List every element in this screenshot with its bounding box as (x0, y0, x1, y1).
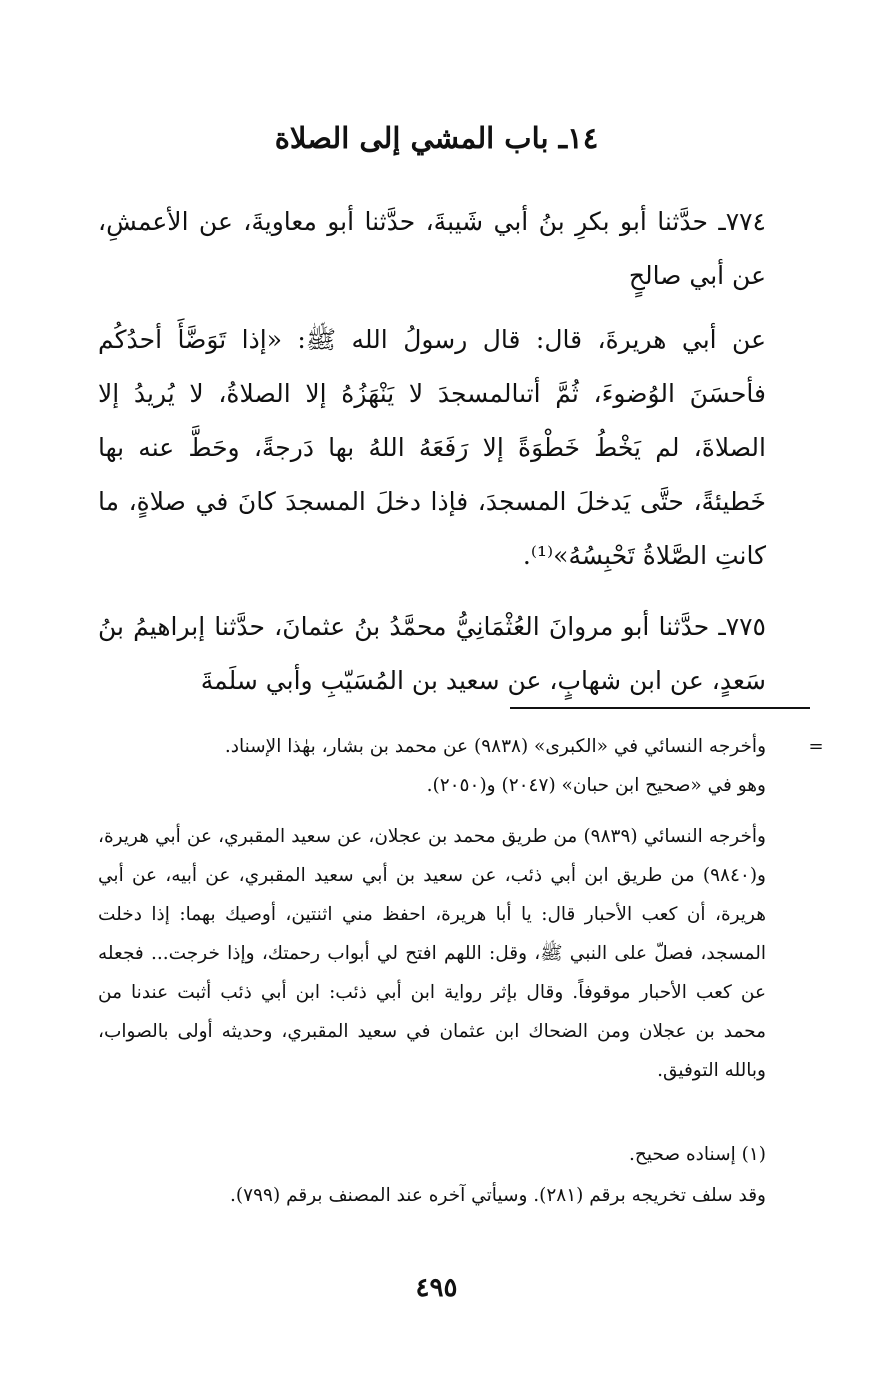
footnote-1-marker-text: (١) إسناده صحيح. (629, 1144, 766, 1165)
hadith-775-isnad-text: ٧٧٥ـ حدَّثنا أبو مروانَ العُثْمَانِيُّ محمَّدُ بنُ عثمانَ، حدَّثنا إبراهيمُ بنُ سَعدٍ، عن ابن شهابٍ، عن سعيد بن المُسَيّبِ وأبي سلَمةَ (98, 612, 766, 695)
hadith-774-isnad-text: ٧٧٤ـ حدَّثنا أبو بكرِ بنُ أبي شَيبةَ، حدَّثنا أبو معاويةَ، عن الأعمشِ، عن أبي صالحٍ (98, 207, 766, 290)
footnote-1-body (98, 1176, 810, 1215)
footnote-1-body-text: وقد سلف تخريجه برقم (٢٨١). وسيأتي آخره عند المصنف برقم (٧٩٩). (230, 1185, 766, 1206)
footnote-paragraph-text: وأخرجه النسائي (٩٨٣٩) من طريق محمد بن عجلان، عن سعيد المقبري، عن أبي هريرة، و(٩٨٤٠) من طريق ابن أبي ذئب، عن سعيد بن أبي سعيد المقبري، عن أبيه، عن أبي هريرة، أن كعب الأحبار قال: يا أبا هريرة، احفظ مني اثنتين، أوصيك بهما: إذا دخلت المسجد، فصلّ على النبي ﷺ، وقل: اللهم افتح لي أبواب رحمتك، وإذا خرجت... فجعله عن كعب الأحبار موقوفاً. وقال بإثر رواية ابن أبي ذئب: ابن أبي ذئب أثبت عندنا من محمد بن عجلان ومن الضحاك ابن عثمان في سعيد المقبري، وحديثه أولى بالصواب، وبالله التوفيق. (98, 826, 766, 1081)
hadith-774-isnad (98, 195, 810, 303)
hadith-774-matn-text: عن أبي هريرةَ، قال: قال رسولُ الله ﷺ: «إذا تَوَضَّأَ أحدُكُم فأحسَنَ الوُضوءَ، ثُمَّ أتىالمسجدَ لا يَنْهَزُهُ إلا الصلاةُ، لا يُريدُ إلا الصلاةَ، لم يَخْطُ خَطْوَةً إلا رَفَعَهُ اللهُ بها دَرجةً، وحَطَّ عنه بها خَطيئةً، حتَّى يَدخلَ المسجدَ، فإذا دخلَ المسجدَ كانَ في صلاةٍ، ما كانتِ الصَّلاةُ تَحْبِسُهُ»⁽¹⁾. (98, 325, 766, 570)
page-number: ٤٩٥ (415, 1273, 458, 1303)
hadith-775-isnad (98, 600, 810, 708)
footnote-1-marker (98, 1135, 810, 1174)
footnote-continuation-marker: = (808, 736, 824, 757)
footnote-continuation (98, 727, 810, 805)
hadith-774-matn (98, 313, 810, 583)
footnote-separator (510, 707, 810, 709)
footnote-paragraph (98, 817, 810, 1090)
footnote-line-2: وهو في «صحيح ابن حبان» (٢٠٤٧) و(٢٠٥٠). (426, 775, 766, 796)
chapter-heading: ١٤ـ باب المشي إلى الصلاة (274, 121, 599, 155)
footnote-line-1: وأخرجه النسائي في «الكبرى» (٩٨٣٨) عن محمد بن بشار، بهٰذا الإسناد. (224, 736, 766, 757)
